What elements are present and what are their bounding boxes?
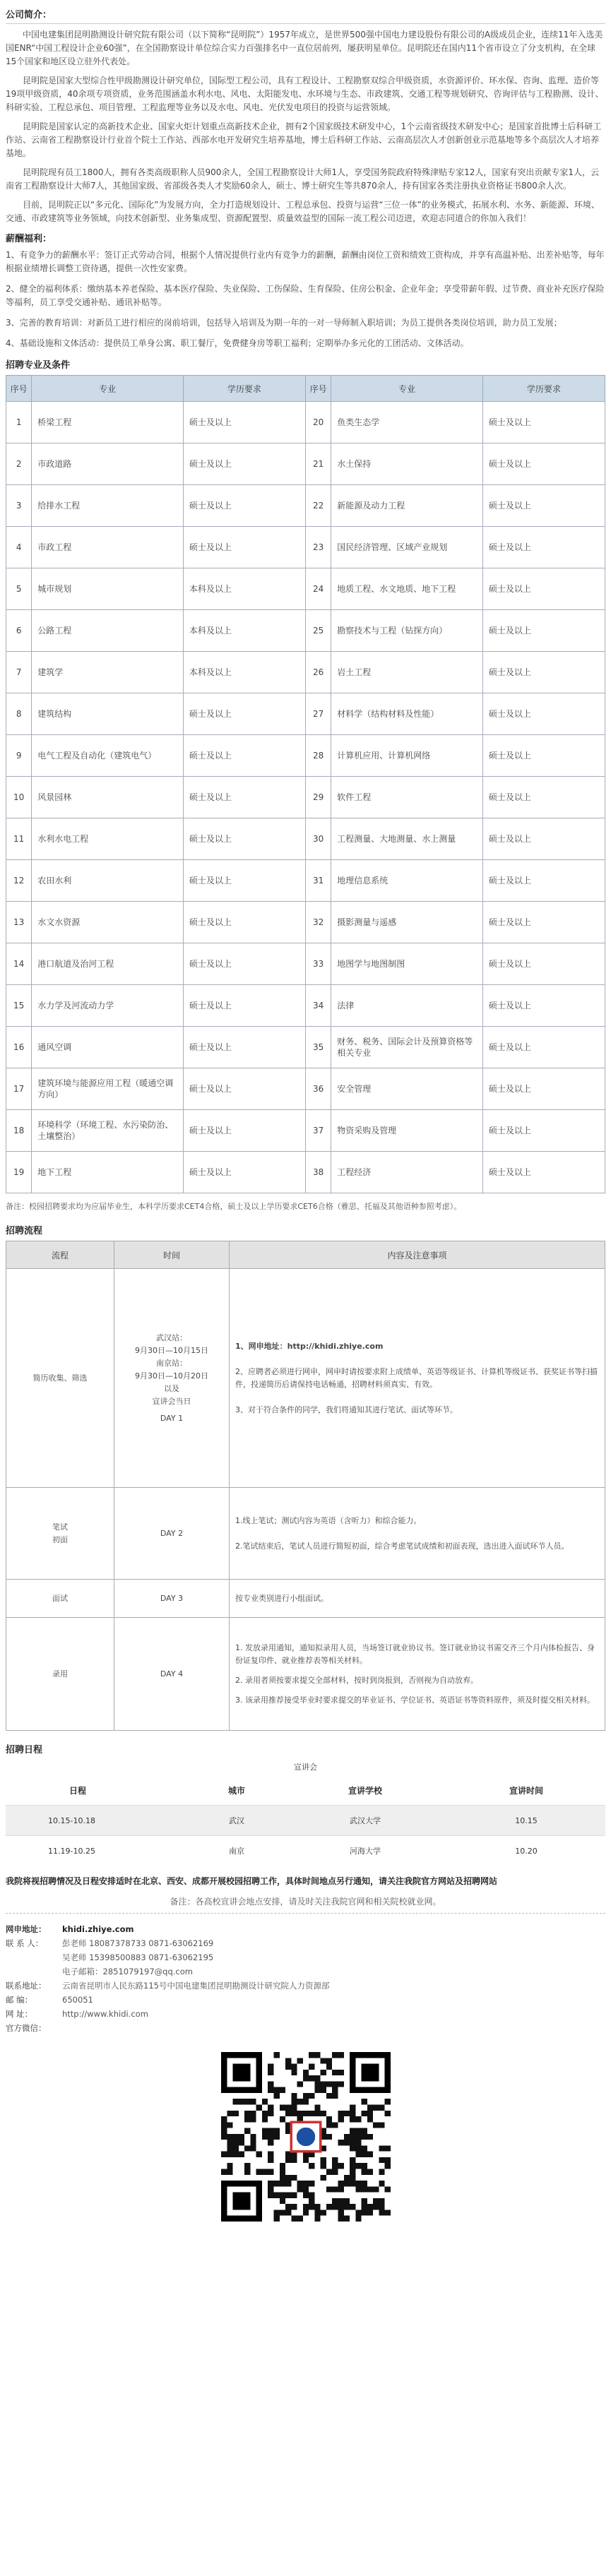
schedule-cell: 南京 <box>190 1836 283 1866</box>
major-name: 建筑学 <box>32 652 184 693</box>
schedule <box>6 1761 605 1866</box>
major-name: 给排水工程 <box>32 485 184 527</box>
welfare-title: 薪酬福利： <box>6 234 52 244</box>
major-name: 计算机应用、计算机网络 <box>331 735 483 777</box>
major-name: 环境科学（环境工程、水污染防治、土壤整治） <box>32 1110 184 1152</box>
process-time: DAY 3 <box>114 1580 230 1618</box>
majors-row <box>6 693 605 735</box>
intro-paragraph: 中国电建集团昆明勘测设计研究院有限公司（以下简称“昆明院”）1957年成立，是世界500强中国电力建设股份有限公司的A级成员企业，连续11年入选美国ENR“中国工程设计企业60强”，在全国勘察设计单位综合实力百强排名中一直位居前列，屡获明星单位。昆明院还在国内11个省市设立了分支机构，在全球15个国家和地区设立驻外代表处。 <box>6 30 603 66</box>
degree-requirement: 硕士及以上 <box>482 1152 605 1193</box>
row-number: 33 <box>305 943 331 985</box>
intro-paragraph: 昆明院是国家认定的高新技术企业、国家火炬计划重点高新技术企业，拥有2个国家级技术研发中心，1个云南省级技术研发中心；是国家首批博士后科研工作站、云南省工程勘察设计行业首个院士工作站、西部水电开发研究生培养基地，博士后科研工作站、云南高层次人才创新创业示范基地等多个高层次人才培养基地。 <box>6 121 602 158</box>
degree-requirement: 硕士及以上 <box>482 860 605 902</box>
degree-requirement: 硕士及以上 <box>183 860 305 902</box>
major-name: 地质工程、水文地质、地下工程 <box>331 568 483 610</box>
content-line: 3. 该录用推荐接受毕业时要求提交的毕业证书、学位证书、英语证书等资料原件，须及时提交相关材料。 <box>235 1695 595 1705</box>
content-line: 3、对于符合条件的同学，我们将通知其进行笔试、面试等环节。 <box>235 1405 458 1414</box>
majors-table <box>6 375 605 1193</box>
row-number: 34 <box>305 985 331 1027</box>
row-number: 14 <box>6 943 32 985</box>
degree-requirement: 硕士及以上 <box>183 402 305 443</box>
welfare-item: 3、完善的教育培训：对新员工进行相应的岗前培训，包括导入培训及为期一年的一对一导师制入职培训；为员工提供各类岗位培训，助力员工发展； <box>6 318 562 328</box>
contact-label: 网 址： <box>6 2009 33 2019</box>
degree-requirement: 本科及以上 <box>183 610 305 652</box>
schedule-cell: 11.19-10.25 <box>6 1836 190 1866</box>
major-name: 工程经济 <box>331 1152 483 1193</box>
row-number: 3 <box>6 485 32 527</box>
schedule-cell: 武汉大学 <box>283 1806 447 1836</box>
major-name: 法律 <box>331 985 483 1027</box>
majors-row <box>6 568 605 610</box>
process-row-resume <box>6 1269 605 1488</box>
major-name: 城市规划 <box>32 568 184 610</box>
process-stage: 笔试 初面 <box>6 1488 114 1580</box>
major-name: 桥梁工程 <box>32 402 184 443</box>
process-content <box>230 1269 605 1488</box>
time-line: 以及 <box>164 1383 179 1393</box>
degree-requirement: 硕士及以上 <box>183 943 305 985</box>
col-header: 日程 <box>69 1785 87 1796</box>
major-name: 国民经济管理、区域产业规划 <box>331 527 483 568</box>
process-row-exam <box>6 1488 605 1580</box>
process-content <box>230 1488 605 1580</box>
major-name: 港口航道及治河工程 <box>32 943 184 985</box>
schedule-group-header: 宣讲会 <box>294 1763 317 1772</box>
intro-paragraph: 昆明院是国家大型综合性甲级勘测设计研究单位，国际型工程公司，具有工程设计、工程勘察双综合甲级资质，水资源评价、环水保、咨询、监理、造价等19项甲级资质，40余项专项资质，业务范围涵盖水利水电、风电、太阳能发电、水环境与生态、市政建筑、交通工程等规划研究、咨询评估与工程勘测、设计、科研实验、工程总承包、项目管理、工程监理等业务以及水电、风电、光伏发电项目的投资与运营领域。 <box>6 76 604 112</box>
process-time: DAY 2 <box>114 1488 230 1580</box>
contact-label: 邮 编： <box>6 1995 33 2005</box>
majors-row <box>6 1068 605 1110</box>
schedule-title: 招聘日程 <box>6 1745 43 1755</box>
contact-label: 官方微信： <box>6 2023 47 2033</box>
row-number: 17 <box>6 1068 32 1110</box>
row-number: 4 <box>6 527 32 568</box>
contact-label: 网申地址： <box>6 1924 47 1934</box>
majors-title: 招聘专业及条件 <box>6 360 71 371</box>
majors-row <box>6 943 605 985</box>
degree-requirement: 硕士及以上 <box>183 1068 305 1110</box>
row-number: 18 <box>6 1110 32 1152</box>
row-number: 32 <box>305 902 331 943</box>
degree-requirement: 硕士及以上 <box>183 777 305 818</box>
majors-note: 备注：校园招聘要求均为应届毕业生，本科学历要求CET4合格，硕士及以上学历要求CET6合格（雅思、托福及其他语种参照考虑）。 <box>6 1202 462 1211</box>
major-name: 通风空调 <box>32 1027 184 1068</box>
schedule-table <box>6 1775 605 1866</box>
row-number: 24 <box>305 568 331 610</box>
contact-value: 彭老师 18087378733 0871-63062169 <box>62 1938 214 1948</box>
degree-requirement: 硕士及以上 <box>482 1110 605 1152</box>
major-name: 岩土工程 <box>331 652 483 693</box>
degree-requirement: 硕士及以上 <box>482 402 605 443</box>
majors-body <box>6 402 605 1193</box>
degree-requirement: 硕士及以上 <box>482 1068 605 1110</box>
apply-link[interactable]: khidi.zhiye.com <box>62 1924 134 1934</box>
contact-row <box>6 1922 605 1936</box>
col-header: 时间 <box>114 1241 230 1269</box>
row-number: 8 <box>6 693 32 735</box>
major-name: 农田水利 <box>32 860 184 902</box>
schedule-cell: 10.15 <box>447 1806 605 1836</box>
majors-row <box>6 985 605 1027</box>
col-header: 流程 <box>6 1241 114 1269</box>
col-header: 序号 <box>6 376 32 402</box>
contact-row <box>6 2021 605 2035</box>
majors-row <box>6 1152 605 1193</box>
major-name: 公路工程 <box>32 610 184 652</box>
row-number: 28 <box>305 735 331 777</box>
col-header: 专业 <box>331 376 483 402</box>
row-number: 16 <box>6 1027 32 1068</box>
majors-header-row <box>6 376 605 402</box>
contact-row <box>6 1950 605 1964</box>
content-line: 2、应聘者必须进行网申，网申时请按要求附上成绩单、英语等级证书、计算机等级证书、获奖证书等扫描件，投递简历后请保持电话畅通，招聘材料须真实、有效。 <box>235 1366 598 1389</box>
col-header: 学历要求 <box>183 376 305 402</box>
row-number: 13 <box>6 902 32 943</box>
row-number: 27 <box>305 693 331 735</box>
major-name: 水力学及河流动力学 <box>32 985 184 1027</box>
welfare-item: 1、有竞争力的薪酬水平：签订正式劳动合同，根据个人情况提供行业内有竞争力的薪酬，薪酬由岗位工资和绩效工资构成，并享有高温补贴、出差补贴等，每年根据业绩增长调整工资待遇，提供一次性安家费。 <box>6 250 605 273</box>
degree-requirement: 硕士及以上 <box>482 485 605 527</box>
major-name: 地下工程 <box>32 1152 184 1193</box>
major-name: 水土保持 <box>331 443 483 485</box>
major-name: 摄影测量与遥感 <box>331 902 483 943</box>
row-number: 30 <box>305 818 331 860</box>
contact-row <box>6 1936 605 1950</box>
process-stage: 录用 <box>6 1618 114 1731</box>
row-number: 15 <box>6 985 32 1027</box>
process-header-row <box>6 1241 605 1269</box>
content-line: 2.笔试结束后，笔试人员进行简短初面，综合考虑笔试成绩和初面表现，选出进入面试环节人员。 <box>235 1541 569 1551</box>
row-number: 21 <box>305 443 331 485</box>
time-line: 武汉站： <box>156 1332 187 1342</box>
col-header: 宣讲时间 <box>509 1785 543 1796</box>
major-name: 水文水资源 <box>32 902 184 943</box>
degree-requirement: 硕士及以上 <box>482 527 605 568</box>
row-number: 25 <box>305 610 331 652</box>
row-number: 6 <box>6 610 32 652</box>
degree-requirement: 硕士及以上 <box>482 985 605 1027</box>
time-line: 宣讲会当日 <box>152 1396 191 1406</box>
contact-row <box>6 2007 605 2021</box>
major-name: 地理信息系统 <box>331 860 483 902</box>
majors-row <box>6 735 605 777</box>
schedule-cell: 10.20 <box>447 1836 605 1866</box>
major-name: 建筑环境与能源应用工程（暖通空调方向） <box>32 1068 184 1110</box>
row-number: 19 <box>6 1152 32 1193</box>
degree-requirement: 本科及以上 <box>183 652 305 693</box>
major-name: 水利水电工程 <box>32 818 184 860</box>
degree-requirement: 硕士及以上 <box>482 652 605 693</box>
major-name: 市政工程 <box>32 527 184 568</box>
major-name: 建筑结构 <box>32 693 184 735</box>
degree-requirement: 硕士及以上 <box>482 777 605 818</box>
major-name: 市政道路 <box>32 443 184 485</box>
majors-row <box>6 610 605 652</box>
major-name: 财务、税务、国际会计及预算资格等相关专业 <box>331 1027 483 1068</box>
process-stage: 面试 <box>6 1580 114 1618</box>
major-name: 风景园林 <box>32 777 184 818</box>
major-name: 安全管理 <box>331 1068 483 1110</box>
majors-row <box>6 652 605 693</box>
process-row-offer <box>6 1618 605 1731</box>
row-number: 5 <box>6 568 32 610</box>
contact-label: 联系地址： <box>6 1981 47 1991</box>
content-line: 1. 发放录用通知，通知拟录用人员，当场签订就业协议书。签订就业协议书需交齐三个月内体检报告、身份证复印件、就业推荐表等相关材料。 <box>235 1642 595 1665</box>
degree-requirement: 硕士及以上 <box>183 693 305 735</box>
process-content <box>230 1580 605 1618</box>
degree-requirement: 硕士及以上 <box>482 1027 605 1068</box>
row-number: 12 <box>6 860 32 902</box>
content-line: 1、网申地址：http://khidi.zhiye.com <box>235 1341 384 1351</box>
major-name: 材料学（结构材料及性能） <box>331 693 483 735</box>
time-line: 9月30日—10月15日 <box>135 1345 208 1355</box>
row-number: 10 <box>6 777 32 818</box>
degree-requirement: 硕士及以上 <box>482 735 605 777</box>
degree-requirement: 硕士及以上 <box>183 818 305 860</box>
time-line: 9月30日—10月20日 <box>135 1371 208 1381</box>
row-number: 36 <box>305 1068 331 1110</box>
col-header: 内容及注意事项 <box>230 1241 605 1269</box>
row-number: 29 <box>305 777 331 818</box>
major-name: 工程测量、大地测量、水上测量 <box>331 818 483 860</box>
row-number: 38 <box>305 1152 331 1193</box>
content-line: 按专业类别进行小组面试。 <box>235 1593 328 1603</box>
content-line: 2. 录用者须按要求提交全部材料，按时到岗报到，否则视为自动放弃。 <box>235 1675 478 1685</box>
intro-paragraph: 昆明院现有员工1800人，拥有各类高级职称人员900余人，全国工程勘察设计大师1人，享受国务院政府特殊津贴专家12人，国家有突出贡献专家1人，云南省工程勘察设计大师7人，其他国家级、省部级各类人才奖励60余人，硕士、博士研究生等共870余人，持有国家各类注册执业资格证书800余人次。 <box>6 167 599 191</box>
degree-requirement: 硕士及以上 <box>482 610 605 652</box>
major-name: 软件工程 <box>331 777 483 818</box>
degree-requirement: 硕士及以上 <box>183 902 305 943</box>
contact-label <box>6 1964 62 1979</box>
degree-requirement: 硕士及以上 <box>482 693 605 735</box>
contact-value: 650051 <box>62 1995 93 2005</box>
content-line: 1.线上笔试；测试内容为英语（含听力）和综合能力。 <box>235 1515 422 1525</box>
row-number: 26 <box>305 652 331 693</box>
degree-requirement: 硕士及以上 <box>183 485 305 527</box>
website-link[interactable]: http://www.khidi.com <box>62 2009 148 2019</box>
row-number: 1 <box>6 402 32 443</box>
welfare-item: 2、健全的福利体系：缴纳基本养老保险、基本医疗保险、失业保险、工伤保险、生育保险、住房公积金、企业年金；享受带薪年假、过节费、商业补充医疗保险等福利，员工享受交通补贴、通讯补贴等。 <box>6 284 605 307</box>
degree-requirement: 硕士及以上 <box>183 985 305 1027</box>
degree-requirement: 硕士及以上 <box>482 818 605 860</box>
major-name: 勘察技术与工程（钻探方向） <box>331 610 483 652</box>
contact-row <box>6 1964 605 1979</box>
majors-row <box>6 1027 605 1068</box>
row-number: 31 <box>305 860 331 902</box>
col-header: 专业 <box>32 376 184 402</box>
time-line: 南京站： <box>156 1358 187 1368</box>
col-header: 学历要求 <box>482 376 605 402</box>
col-header: 序号 <box>305 376 331 402</box>
contact-block <box>6 1913 605 2035</box>
row-number: 7 <box>6 652 32 693</box>
majors-row <box>6 527 605 568</box>
degree-requirement: 硕士及以上 <box>183 735 305 777</box>
row-number: 11 <box>6 818 32 860</box>
process-row-interview <box>6 1580 605 1618</box>
majors-row <box>6 777 605 818</box>
contact-label: 联 系 人： <box>6 1938 44 1948</box>
major-name: 物资采购及管理 <box>331 1110 483 1152</box>
row-number: 2 <box>6 443 32 485</box>
majors-row <box>6 485 605 527</box>
time-line: DAY 1 <box>160 1413 184 1423</box>
intro-paragraph: 目前，昆明院正以“多元化、国际化”为发展方向，全力打造规划设计、工程总承包、投资与运营“三位一体”的业务模式，拓展水利、水务、新能源、环境、交通、市政建筑等业务领域，向技术创新型、业务集成型、资源配置型、质量效益型的国际一流工程公司迈进，欢迎志同道合的你加入我们！ <box>6 200 600 223</box>
welfare-item: 4、基础设施和文体活动：提供员工单身公寓、职工餐厅，免费健身房等职工福利；定期举办多元化的工团活动、文体活动。 <box>6 338 469 348</box>
major-name: 新能源及动力工程 <box>331 485 483 527</box>
process-title: 招聘流程 <box>6 1226 43 1236</box>
schedule-row <box>6 1806 605 1836</box>
email-link[interactable]: 电子邮箱：2851079197@qq.com <box>62 1967 193 1976</box>
contact-label <box>6 1950 62 1964</box>
majors-row <box>6 402 605 443</box>
contact-notice: 备注：各高校宣讲会地点安排，请及时关注我院官网和相关院校就业网。 <box>170 1897 441 1907</box>
majors-row <box>6 443 605 485</box>
schedule-cell: 10.15-10.18 <box>6 1806 190 1836</box>
degree-requirement: 硕士及以上 <box>482 568 605 610</box>
process-content <box>230 1618 605 1731</box>
col-header: 城市 <box>227 1785 245 1796</box>
schedule-cell: 武汉 <box>190 1806 283 1836</box>
process-time: DAY 4 <box>114 1618 230 1731</box>
row-number: 22 <box>305 485 331 527</box>
schedule-header-row <box>6 1775 605 1806</box>
contact-row <box>6 1993 605 2007</box>
schedule-row <box>6 1836 605 1866</box>
degree-requirement: 本科及以上 <box>183 568 305 610</box>
degree-requirement: 硕士及以上 <box>183 1110 305 1152</box>
degree-requirement: 硕士及以上 <box>183 1152 305 1193</box>
degree-requirement: 硕士及以上 <box>482 943 605 985</box>
row-number: 35 <box>305 1027 331 1068</box>
schedule-extra: 我院将视招聘情况及日程安排适时在北京、西安、成都开展校园招聘工作，具体时间地点另行通知，请关注我院官方网站及招聘网站 <box>6 1876 498 1886</box>
schedule-cell: 河海大学 <box>283 1836 447 1866</box>
row-number: 37 <box>305 1110 331 1152</box>
intro-title: 公司简介： <box>6 7 605 24</box>
major-name: 电气工程及自动化（建筑电气） <box>32 735 184 777</box>
degree-requirement: 硕士及以上 <box>482 902 605 943</box>
qr-wrap <box>6 2052 605 2222</box>
qr-code-icon <box>221 2052 391 2222</box>
row-number: 9 <box>6 735 32 777</box>
row-number: 23 <box>305 527 331 568</box>
process-time <box>114 1269 230 1488</box>
majors-row <box>6 818 605 860</box>
majors-row <box>6 1110 605 1152</box>
major-name: 地图学与地图制图 <box>331 943 483 985</box>
process-table <box>6 1241 605 1731</box>
process-stage: 简历收集、筛选 <box>6 1269 114 1488</box>
majors-row <box>6 860 605 902</box>
contact-row <box>6 1979 605 1993</box>
contact-value: 吴老师 15398500883 0871-63062195 <box>62 1952 214 1962</box>
contact-value: 云南省昆明市人民东路115号中国电建集团昆明勘测设计研究院人力资源部 <box>62 1981 330 1991</box>
degree-requirement: 硕士及以上 <box>482 443 605 485</box>
row-number: 20 <box>305 402 331 443</box>
majors-row <box>6 902 605 943</box>
col-header: 宣讲学校 <box>348 1785 382 1796</box>
degree-requirement: 硕士及以上 <box>183 527 305 568</box>
degree-requirement: 硕士及以上 <box>183 1027 305 1068</box>
degree-requirement: 硕士及以上 <box>183 443 305 485</box>
major-name: 鱼类生态学 <box>331 402 483 443</box>
